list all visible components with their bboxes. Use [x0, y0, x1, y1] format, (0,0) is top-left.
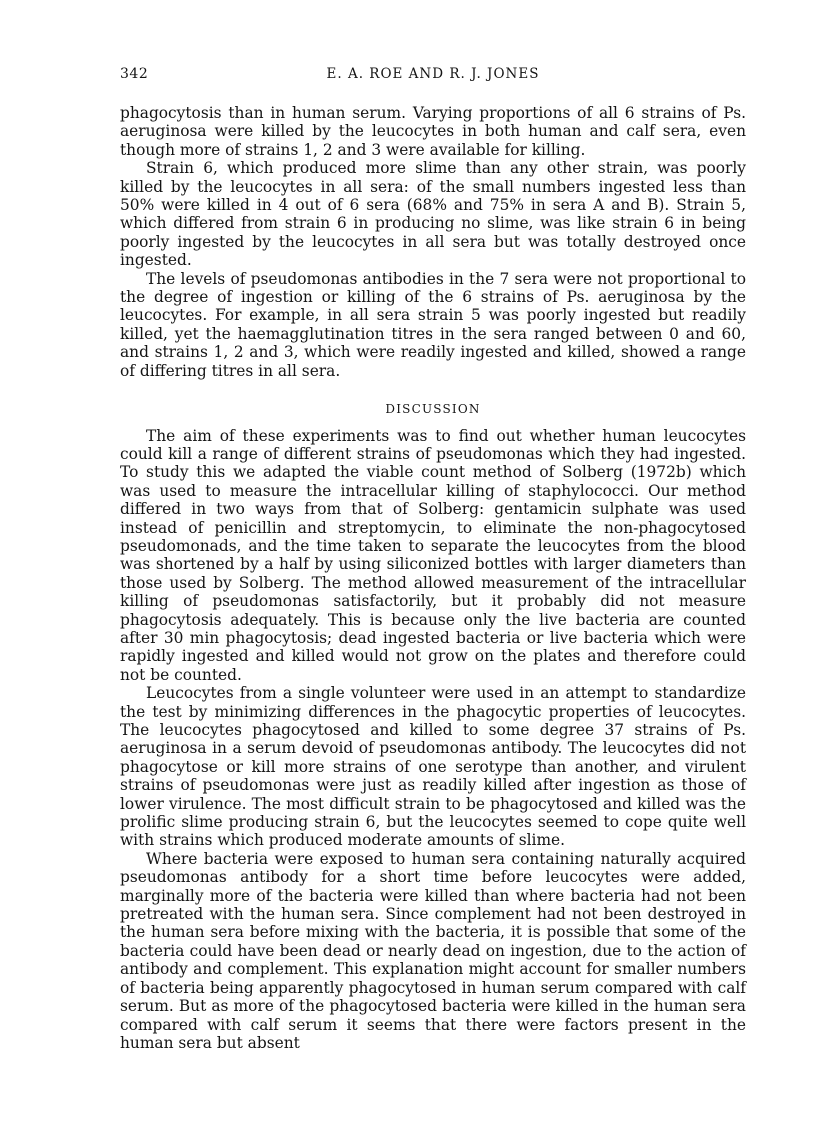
paragraph: phagocytosis than in human serum. Varying proportions of all 6 strains of Ps. aeruginosa were killed by the leucocytes in both human and calf sera, even though more of strains 1, 2 and 3 were available for killing. [120, 104, 746, 159]
paragraph: Strain 6, which produced more slime than any other strain, was poorly killed by the leucocytes in all sera: of the small numbers ingested less than 50% were killed in 4 out of 6 sera (68% and 75% in sera A and B). Strain 5, which differed from strain 6 in producing no slime, was like strain 6 in being poorly ingested by the leucocytes in all sera but was totally destroyed once ingested. [120, 159, 746, 270]
page-header [120, 66, 746, 88]
running-head: E. A. ROE AND R. J. JONES [326, 66, 540, 82]
paragraph: Leucocytes from a single volunteer were used in an attempt to standardize the test by minimizing differences in the phagocytic properties of leucocytes. The leucocytes phagocytosed and killed to some degree 37 strains of Ps. aeruginosa in a serum devoid of pseudomonas antibody. The leucocytes did not phagocytose or kill more strains of one serotype than another, and virulent strains of pseudomonas were just as readily killed after ingestion as those of lower virulence. The most difficult strain to be phagocytosed and killed was the prolific slime producing strain 6, but the leucocytes seemed to cope quite well with strains which produced moderate amounts of slime. [120, 684, 746, 850]
paragraph: The levels of pseudomonas antibodies in the 7 sera were not proportional to the degree of ingestion or killing of the 6 strains of Ps. aeruginosa by the leucocytes. For example, in all sera strain 5 was poorly ingested but readily killed, yet the haemagglutination titres in the sera ranged between 0 and 60, and strains 1, 2 and 3, which were readily ingested and killed, showed a range of differing titres in all sera. [120, 269, 746, 380]
body-text [120, 104, 746, 1052]
paragraph: The aim of these experiments was to find out whether human leucocytes could kill a range of different strains of pseudomonas which they had ingested. To study this we adapted the viable count method of Solberg (1972b) which was used to measure the intracellular killing of staphylococci. Our method differed in two ways from that of Solberg: gentamicin sulphate was used instead of penicillin and streptomycin, to eliminate the non-phagocytosed pseudomonads, and the time taken to separate the leucocytes from the blood was shortened by a half by using siliconized bottles with larger diameters than those used by Solberg. The method allowed measurement of the intracellular killing of pseudomonas satisfactorily, but it probably did not measure phagocytosis adequately. This is because only the live bacteria are counted after 30 min phagocytosis; dead ingested bacteria or live bacteria which were rapidly ingested and killed would not grow on the plates and therefore could not be counted. [120, 426, 746, 684]
paragraph: Where bacteria were exposed to human sera containing naturally acquired pseudomonas antibody for a short time before leucocytes were added, marginally more of the bacteria were killed than where bacteria had not been pretreated with the human sera. Since complement had not been destroyed in the human sera before mixing with the bacteria, it is possible that some of the bacteria could have been dead or nearly dead on ingestion, due to the action of antibody and complement. This explanation might account for smaller numbers of bacteria being apparently phagocytosed in human serum compared with calf serum. But as more of the phagocytosed bacteria were killed in the human sera compared with calf serum it seems that there were factors present in the human sera but absent [120, 849, 746, 1052]
page-number: 342 [120, 66, 149, 82]
section-heading-discussion: DISCUSSION [385, 402, 481, 417]
